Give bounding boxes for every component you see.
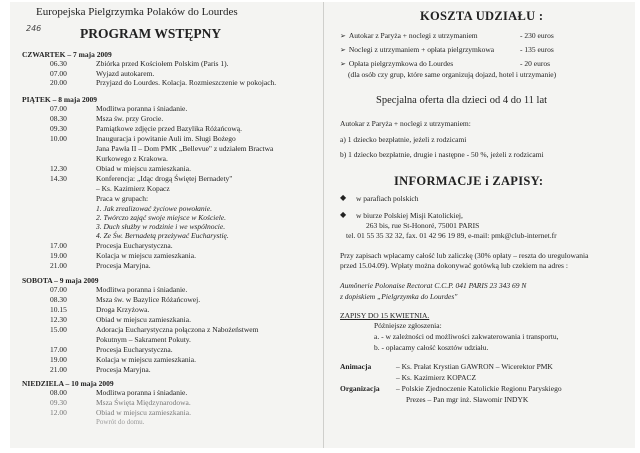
activity: Msza św. w Bazylice Różańcowej.	[96, 295, 201, 304]
info-item: tel. 01 55 35 32 32, fax. 01 42 96 19 89, e-mail: pmk@club-internet.fr	[346, 231, 557, 240]
cost-item	[340, 46, 494, 54]
time: 17.00	[50, 345, 67, 354]
time: 14.30	[50, 174, 67, 183]
time: 07.00	[50, 104, 67, 113]
animation-line: – Ks. Kazimierz KOPACZ	[396, 373, 477, 382]
offer-item: a) 1 dziecko bezpłatnie, jeżeli z rodzicami	[340, 135, 467, 144]
activity: 4. Ze Św. Bernadetą przeżywać Eucharystię.	[96, 231, 229, 240]
activity: Obiad w miejscu zamieszkania.	[96, 164, 191, 173]
activity: Przyjazd do Lourdes. Kolacja. Rozmieszczenie w pokojach.	[96, 78, 277, 87]
organization-line: – Polskie Zjednoczenie Katolickie Regionu Paryskiego	[396, 384, 562, 393]
activity: Pamiątkowe zdjęcie przed Bazylika Różańcową.	[96, 124, 242, 133]
time: 10.15	[50, 305, 67, 314]
handwritten-note: 246	[26, 24, 42, 33]
page-fold	[323, 2, 324, 448]
diamond-icon: ◆	[340, 210, 347, 219]
activity: Adoracja Eucharystyczna połączona z Nabożeństwem	[96, 325, 259, 334]
time: 17.00	[50, 241, 67, 250]
offer-intro: Autokar z Paryża + noclegi z utrzymaniem:	[340, 119, 471, 128]
activity: Procesja Maryjna.	[96, 261, 151, 270]
costs-note: (dla osób czy grup, które same organizują dojazd, hotel i utrzymanie)	[348, 70, 557, 79]
costs-title: KOSZTA UDZIAŁU :	[420, 9, 544, 23]
organization-label: Organizacja	[340, 384, 380, 393]
day-heading-sunday: NIEDZIELA – 10 maja 2009	[22, 379, 114, 388]
activity: Droga Krzyżowa.	[96, 305, 150, 314]
activity: Kolacja w miejscu zamieszkania.	[96, 251, 196, 260]
activity: 2. Twórczo zająć swoje miejsce w Kościele.	[96, 213, 226, 222]
diamond-icon: ◆	[340, 193, 347, 202]
activity: Wyjazd autokarem.	[96, 68, 155, 78]
time: 06.30	[50, 59, 67, 68]
time: 12.30	[50, 164, 67, 173]
organization-line: Prezes – Pan mgr inż. Sławomir INDYK	[406, 395, 529, 404]
activity: Modlitwa poranna i śniadanie.	[96, 388, 188, 397]
cost-item	[340, 32, 478, 40]
time: 21.00	[50, 261, 67, 270]
activity: Pokutnym – Sakrament Pokuty.	[96, 335, 191, 344]
program-title: PROGRAM WSTĘPNY	[80, 26, 222, 41]
payment-text: przed 15.04.09). Wpłaty można dokonywać gotówką lub czekiem na adres :	[340, 261, 568, 270]
payment-address: Aumônerie Polonaise Rectorat C.C.P. 041 PARIS 23 343 69 N	[340, 281, 527, 290]
deadline-line: b. - opłacamy całość kosztów udziału.	[374, 343, 489, 352]
time: 12.30	[50, 315, 67, 324]
info-title: INFORMACJE i ZAPISY:	[394, 174, 544, 188]
time: 08.30	[50, 295, 67, 304]
activity: Kolacja w miejscu zamieszkania.	[96, 355, 196, 364]
activity: Praca w grupach:	[96, 194, 149, 203]
activity: 1. Jak zrealizować życiowe powołanie.	[96, 204, 212, 213]
info-item: w biurze Polskiej Misji Katolickiej,	[356, 211, 463, 220]
cost-label: Noclegi z utrzymaniem + opłata pielgrzymkowa	[348, 45, 495, 54]
deadline-line: a. - w zależności od możliwości zakwaterowania i transportu,	[374, 332, 559, 341]
main-title: Europejska Pielgrzymka Polaków do Lourdes	[36, 6, 238, 18]
animation-line: – Ks. Prałat Krystian GAWRON – Wicerektor PMK	[396, 362, 553, 371]
activity: Modlitwa poranna i śniadanie.	[96, 285, 188, 294]
cost-item	[340, 60, 453, 68]
info-item: 263 bis, rue St-Honoré, 75001 PARIS	[366, 221, 480, 230]
day-heading-friday: PIĄTEK – 8 maja 2009	[22, 95, 97, 104]
deadline-line: Późniejsze zgłoszenia:	[374, 321, 442, 330]
time: 20.00	[50, 78, 67, 87]
activity: Procesja Eucharystyczna.	[96, 241, 173, 250]
arrow-icon: ➢	[340, 60, 346, 68]
info-item: w parafiach polskich	[356, 194, 419, 203]
payment-text: Przy zapisach wpłacamy całość lub zaliczkę (30% opłaty – reszta do uregulowania	[340, 251, 589, 260]
time: 15.00	[50, 325, 67, 334]
activity: 3. Duch służby w rodzinie i we wspólnocie.	[96, 222, 226, 231]
activity: Zbiórka przed Kościołem Polskim (Paris 1).	[96, 59, 229, 68]
time: 21.00	[50, 365, 67, 374]
activity: Jana Pawła II – Dom PMK „Bellevue" z udziałem Bractwa	[96, 144, 274, 153]
activity: Msza Święta Międzynarodowa.	[96, 398, 191, 407]
cost-label: Autokar z Paryża + noclegi z utrzymaniem	[348, 31, 478, 40]
offer-title: Specjalna oferta dla dzieci od 4 do 11 lat	[376, 95, 548, 106]
time: 10.00	[50, 134, 67, 143]
activity: Obiad w miejscu zamieszkania.	[96, 408, 191, 417]
time: 09.30	[50, 124, 67, 133]
arrow-icon: ➢	[340, 46, 346, 54]
activity: Konferencja: „Idąc drogą Świętej Bernadety"	[96, 174, 233, 183]
time: 09.30	[50, 398, 67, 407]
activity: Kurkowego z Krakowa.	[96, 154, 168, 163]
activity: Msza św. przy Grocie.	[96, 114, 164, 123]
cost-price: - 20 euros	[520, 59, 550, 68]
time: 08.30	[50, 114, 67, 123]
time: 19.00	[50, 355, 67, 364]
activity: – Ks. Kazimierz Kopacz	[96, 184, 170, 193]
activity: Procesja Maryjna.	[96, 365, 151, 374]
cost-price: - 230 euros	[520, 31, 554, 40]
payment-address: z dopiskiem „Pielgrzymka do Lourdes"	[340, 292, 458, 301]
day-heading-thursday: CZWARTEK – 7 maja 2009	[22, 50, 112, 59]
day-heading-saturday: SOBOTA – 9 maja 2009	[22, 276, 99, 285]
time: 12.00	[50, 408, 67, 417]
time: 08.00	[50, 388, 67, 397]
offer-item: b) 1 dziecko bezpłatnie, drugie i następne - 50 %, jeżeli z rodzicami	[340, 150, 544, 159]
arrow-icon: ➢	[340, 32, 346, 40]
cost-price: - 135 euros	[520, 45, 554, 54]
activity: Obiad w miejscu zamieszkania.	[96, 315, 191, 324]
activity: Modlitwa poranna i śniadanie.	[96, 104, 188, 113]
activity: Powrót do domu.	[96, 418, 145, 426]
time: 19.00	[50, 251, 67, 260]
activity: Procesja Eucharystyczna.	[96, 345, 173, 354]
cost-label: Opłata pielgrzymkowa do Lourdes	[348, 59, 454, 68]
activity: Inauguracja i powitanie Auli im. Sługi Bożego	[96, 134, 236, 143]
time: 07.00	[50, 285, 67, 294]
time: 07.00	[50, 68, 67, 78]
animation-label: Animacja	[340, 362, 372, 371]
deadline-title: ZAPISY DO 15 KWIETNIA.	[340, 311, 430, 320]
